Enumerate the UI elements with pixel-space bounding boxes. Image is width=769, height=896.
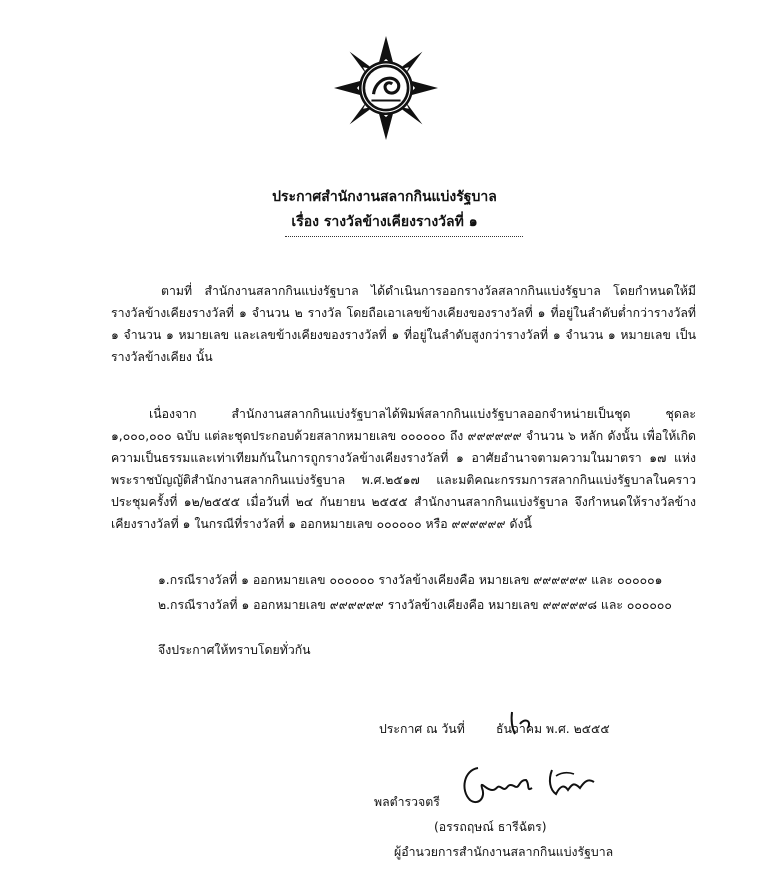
announce-place: ประกาศ ณ วันที่	[379, 722, 465, 736]
paragraph-determination: เนื่องจาก สำนักงานสลากกินแบ่งรัฐบาลได้พิมพ์สลากกินแบ่งรัฐบาลออกจำหน่ายเป็นชุด ชุดละ ๑,๐๐๐,๐๐๐ ฉบับ แต่ละชุดประกอบด้วยสลากหมายเลข ๐๐๐๐๐๐ ถึง ๙๙๙๙๙๙ จำนวน ๖ หลัก ดังนั้น เพื่อให้เกิดความเป็นธรรมและเท่าเทียมกันในการถูกรางวัลข้างเคียงรางวัลที่ ๑ อาศัยอำนาจตามความในมาตรา ๑๗ แห่งพระราชบัญญัติสำนักงานสลากกินแบ่งรัฐบาล พ.ศ.๒๕๑๗ และมติคณะกรรมการสลากกินแบ่งรัฐบาลในคราวประชุมครั้งที่ ๑๒/๒๕๕๕ เมื่อวันที่ ๒๔ กันยายน ๒๕๕๕ สำนักงานสลากกินแบ่งรัฐบาล จึงกำหนดให้รางวัลข้างเคียงรางวัลที่ ๑ ในกรณีที่รางวัลที่ ๑ ออกหมายเลข ๐๐๐๐๐๐ หรือ ๙๙๙๙๙๙ ดังนี้	[111, 407, 696, 531]
separator-dots	[285, 236, 523, 237]
paragraph-background: ตามที่ สำนักงานสลากกินแบ่งรัฐบาล ได้ดำเนินการออกรางวัลสลากกินแบ่งรัฐบาล โดยกำหนดให้มีรางวัลข้างเคียงรางวัลที่ ๑ จำนวน ๒ รางวัล โดยถือเอาเลขข้างเคียงของรางวัลที่ ๑ ที่อยู่ในลำดับต่ำกว่ารางวัลที่ ๑ จำนวน ๑ หมายเลข และเลขข้างเคียงของรางวัลที่ ๑ ที่อยู่ในลำดับสูงกว่ารางวัลที่ ๑ จำนวน ๑ หมายเลข เป็นรางวัลข้างเคียง นั้น	[111, 284, 696, 364]
lottery-office-seal-icon	[334, 36, 438, 140]
case-one: ๑.กรณีรางวัลที่ ๑ ออกหมายเลข ๐๐๐๐๐๐ รางวัลข้างเคียงคือ หมายเลข ๙๙๙๙๙๙ และ ๐๐๐๐๐๑	[158, 573, 663, 587]
case-two: ๒.กรณีรางวัลที่ ๑ ออกหมายเลข ๙๙๙๙๙๙ รางวัลข้างเคียงคือ หมายเลข ๙๙๙๙๙๘ และ ๐๐๐๐๐๐	[158, 598, 672, 612]
signer-rank: พลตำรวจตรี	[374, 795, 440, 809]
signature-icon	[456, 760, 606, 810]
closing-statement: จึงประกาศให้ทราบโดยทั่วกัน	[158, 643, 311, 657]
announcement-title: ประกาศสำนักงานสลากกินแบ่งรัฐบาล	[272, 189, 497, 205]
announce-date: ธันวาคม พ.ศ. ๒๕๕๕	[496, 722, 610, 736]
signer-position: ผู้อำนวยการสำนักงานสลากกินแบ่งรัฐบาล	[394, 845, 614, 859]
signer-name: (อรรถฤษณ์ ธารีฉัตร)	[434, 820, 547, 834]
announcement-subject: เรื่อง รางวัลข้างเคียงรางวัลที่ ๑	[291, 214, 478, 230]
